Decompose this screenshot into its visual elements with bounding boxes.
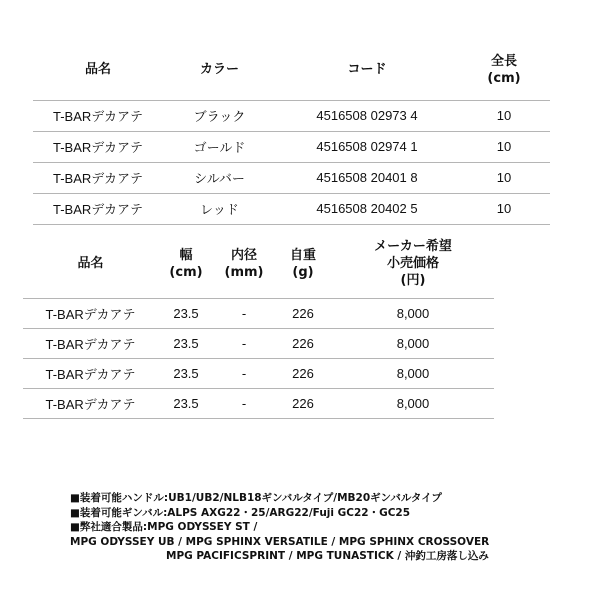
table-row [33,162,550,193]
header-weight-title: 自重 [289,247,316,263]
header-color: カラー [199,62,239,78]
cell-color: ブラック [163,100,276,131]
header-retail-price-unit: (円) [400,273,426,289]
cell-width: 23.5 [158,358,214,388]
table-row [33,100,550,131]
header-product-name: 品名 [77,256,104,272]
header-retail-price [332,230,494,298]
header-length-title: 全長 [490,53,517,69]
cell-length: 10 [458,131,550,162]
header-inner-diameter-title: 内径 [230,247,257,263]
header-retail-price-line2: 小売価格 [386,256,439,272]
header-code: コード [347,62,387,78]
note-compatible-products-cont: MPG PACIFICSPRINT / MPG TUNASTICK / 沖釣工房落し込み [166,550,489,562]
table-row [33,131,550,162]
cell-width: 23.5 [158,298,214,328]
cell-color: シルバー [163,162,276,193]
header-inner-diameter-unit: (mm) [224,264,264,280]
note-compatible-products: ■弊社適合製品:MPG ODYSSEY ST / [70,521,258,533]
table-header-row [23,230,494,298]
cell-length: 10 [458,100,550,131]
note-compatible-products-cont: MPG ODYSSEY UB / MPG SPHINX VERSATILE / MPG SPHINX CROSSOVER [70,535,490,548]
header-weight-unit: (g) [292,264,314,280]
cell-product-name: T-BARデカアテ [23,328,158,358]
header-width-unit: (cm) [169,264,203,280]
cell-width: 23.5 [158,388,214,418]
cell-product-name: T-BARデカアテ [33,131,163,162]
spec-table-dimensions-price [23,230,494,419]
cell-product-name: T-BARデカアテ [23,298,158,328]
cell-inner-diameter: - [214,328,274,358]
cell-retail-price: 8,000 [332,298,494,328]
cell-code: 4516508 20401 8 [276,162,458,193]
cell-product-name: T-BARデカアテ [33,100,163,131]
table-row [23,358,494,388]
cell-product-name: T-BARデカアテ [33,162,163,193]
header-product-name: 品名 [84,62,111,78]
compatibility-notes [70,491,560,564]
cell-color: レッド [163,193,276,224]
cell-inner-diameter: - [214,358,274,388]
header-weight [274,230,332,298]
header-width-title: 幅 [179,247,193,263]
cell-weight: 226 [274,358,332,388]
cell-weight: 226 [274,388,332,418]
table-row [23,328,494,358]
cell-color: ゴールド [163,131,276,162]
cell-weight: 226 [274,328,332,358]
table-row [23,388,494,418]
table-header-row [33,40,550,100]
table-row [23,298,494,328]
header-length-unit: (cm) [487,70,521,86]
cell-width: 23.5 [158,328,214,358]
header-retail-price-line1: メーカー希望 [374,239,452,255]
cell-inner-diameter: - [214,298,274,328]
cell-inner-diameter: - [214,388,274,418]
cell-retail-price: 8,000 [332,358,494,388]
cell-code: 4516508 02973 4 [276,100,458,131]
header-inner-diameter [214,230,274,298]
cell-product-name: T-BARデカアテ [23,358,158,388]
cell-length: 10 [458,193,550,224]
cell-retail-price: 8,000 [332,328,494,358]
header-length [458,40,550,100]
cell-code: 4516508 20402 5 [276,193,458,224]
cell-code: 4516508 02974 1 [276,131,458,162]
cell-weight: 226 [274,298,332,328]
cell-product-name: T-BARデカアテ [23,388,158,418]
spec-table-code [33,40,550,225]
cell-product-name: T-BARデカアテ [33,193,163,224]
cell-length: 10 [458,162,550,193]
cell-retail-price: 8,000 [332,388,494,418]
note-compatible-handles: ■装着可能ハンドル:UB1/UB2/NLB18ギンバルタイプ/MB20ギンバルタイプ [70,492,442,504]
header-width [158,230,214,298]
table-row [33,193,550,224]
note-compatible-gimbals: ■装着可能ギンバル:ALPS AXG22・25/ARG22/Fuji GC22・GC25 [70,506,411,519]
